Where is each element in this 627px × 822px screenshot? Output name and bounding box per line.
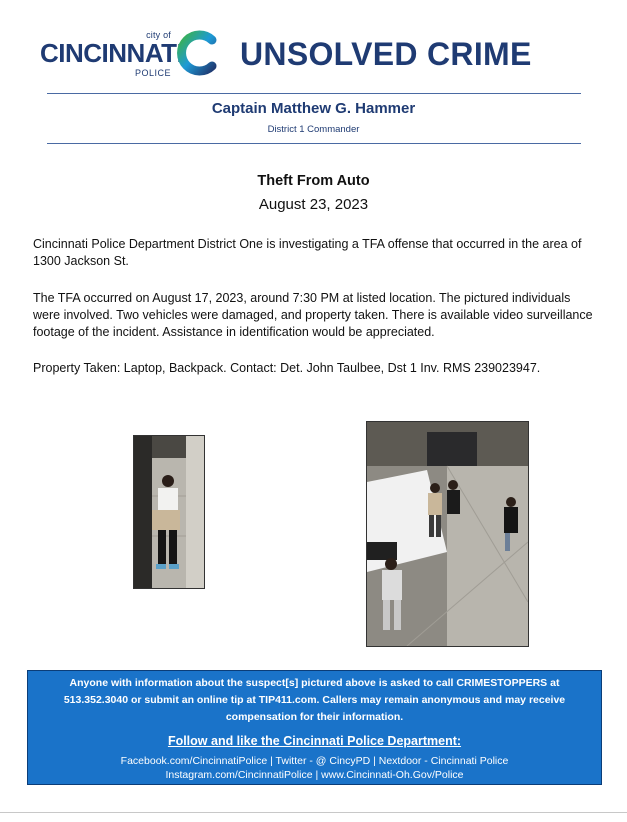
suspect-photo-2: [366, 421, 529, 647]
header-divider-bottom: [47, 143, 581, 144]
body-paragraph-3: Property Taken: Laptop, Backpack. Contact: Det. John Taulbee, Dst 1 Inv. RMS 239023947.: [33, 361, 541, 375]
social-links-line-1[interactable]: Facebook.com/CincinnatiPolice | Twitter - @ CincyPD | Nextdoor - Cincinnati Police: [120, 755, 509, 767]
logo-police-label: POLICE: [135, 68, 172, 78]
captain-name: Captain Matthew G. Hammer: [211, 100, 416, 117]
page-bottom-edge: [0, 812, 627, 813]
city-c-logo-icon: [172, 28, 222, 78]
crimestoppers-message: Anyone with information about the suspect[s] pictured above is asked to call CRIMESTOPPERS at 513.352.3040 or submit an online tip at TIP411.com. Callers may remain anonymous and may receive compensation for their information.: [63, 677, 566, 723]
logo-wordmark: CINCINNATI: [40, 38, 184, 68]
suspect-photo-1: [133, 435, 205, 589]
logo-city-of: city of: [146, 30, 171, 40]
header-divider: [47, 93, 581, 94]
page-headline: UNSOLVED CRIME: [240, 36, 532, 72]
notice-date: August 23, 2023: [258, 196, 369, 213]
social-links-line-2[interactable]: Instagram.com/CincinnatiPolice | www.Cincinnati-Oh.Gov/Police: [165, 769, 464, 781]
social-links: [28, 754, 601, 782]
body-paragraph-2: The TFA occurred on August 17, 2023, around 7:30 PM at listed location. The pictured individuals were involved. Two vehicles were damaged, and property taken. There is available video surveillance footage of the incident. Assistance in identification would be appreciated.: [33, 291, 593, 339]
crimestoppers-info-box: [27, 670, 602, 785]
captain-role: District 1 Commander: [267, 124, 360, 135]
notice-title: Theft From Auto: [257, 173, 370, 189]
body-paragraph-1: Cincinnati Police Department District One is investigating a TFA offense that occurred in the area of 1300 Jackson St.: [33, 237, 582, 268]
follow-heading: Follow and like the Cincinnati Police Department:: [167, 734, 462, 748]
